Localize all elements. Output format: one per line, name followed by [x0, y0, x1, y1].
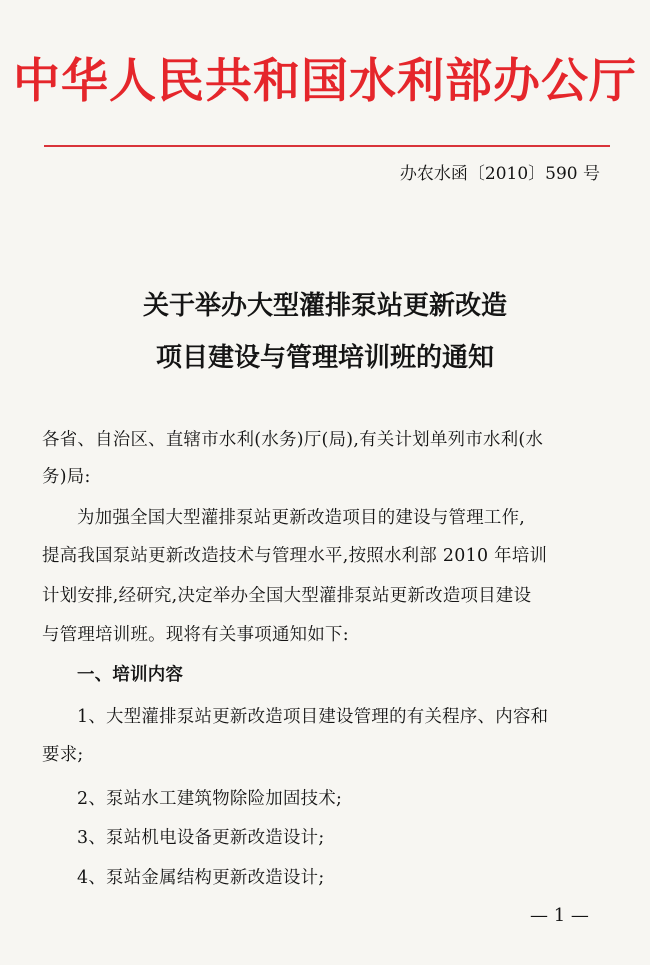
document-title-line-1: 关于举办大型灌排泵站更新改造 — [142, 291, 507, 321]
list-item-1-line-1: 1、大型灌排泵站更新改造项目建设管理的有关程序、内容和 — [77, 707, 549, 727]
list-item-3: 3、泵站机电设备更新改造设计; — [77, 828, 325, 848]
list-item-2: 2、泵站水工建筑物除险加固技术; — [77, 789, 343, 809]
list-item-4: 4、泵站金属结构更新改造设计; — [77, 868, 325, 888]
red-separator-line — [44, 145, 610, 147]
addressee-line-2: 务)局: — [42, 467, 91, 487]
intro-paragraph-line-3: 计划安排,经研究,决定举办全国大型灌排泵站更新改造项目建设 — [42, 586, 532, 606]
addressee-line-1: 各省、自治区、直辖市水利(水务)厅(局),有关计划单列市水利(水 — [42, 430, 544, 450]
document-number: 办农水函〔2010〕590 号 — [399, 164, 600, 184]
list-item-1-line-2: 要求; — [42, 745, 84, 765]
intro-paragraph-line-1: 为加强全国大型灌排泵站更新改造项目的建设与管理工作, — [77, 508, 526, 528]
section-heading-training-content: 一、培训内容 — [77, 665, 184, 685]
issuer-header: 中华人民共和国水利部办公厅 — [13, 54, 637, 109]
page-number: — 1 — — [530, 905, 589, 926]
document-title-line-2: 项目建设与管理培训班的通知 — [155, 343, 494, 373]
intro-paragraph-line-4: 与管理培训班。现将有关事项通知如下: — [42, 625, 349, 645]
intro-paragraph-line-2: 提高我国泵站更新改造技术与管理水平,按照水利部 2010 年培训 — [42, 546, 548, 566]
